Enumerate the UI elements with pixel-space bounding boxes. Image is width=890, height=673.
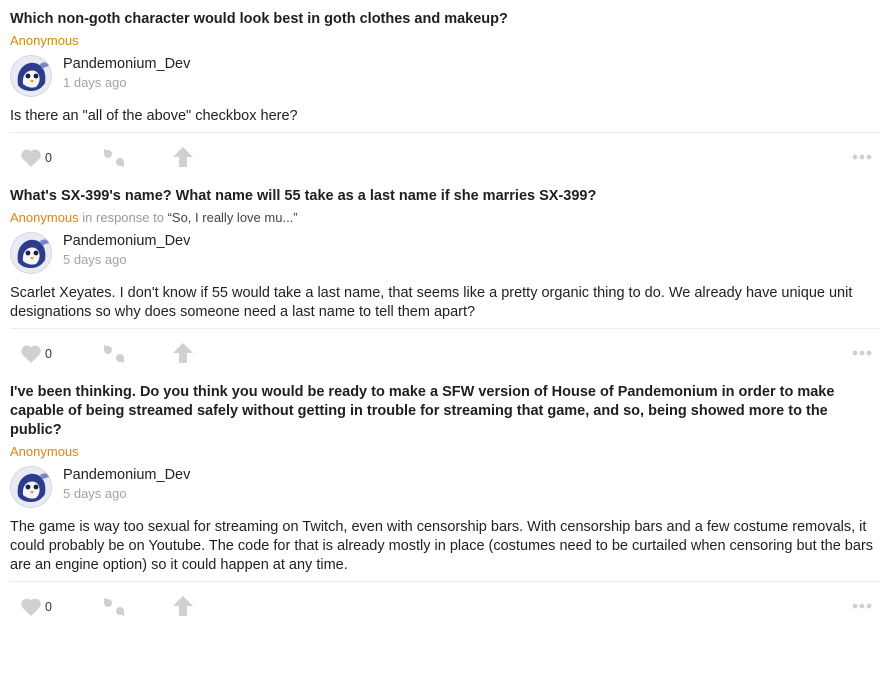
avatar[interactable] [10,232,52,274]
post [10,177,880,373]
arrow-up-icon[interactable] [172,342,194,364]
asker-name[interactable]: Anonymous [10,444,79,459]
more-dots-icon[interactable] [852,149,872,165]
answerer-row [10,230,880,272]
heart-icon[interactable] [20,597,44,617]
answerer-name[interactable]: Pandemonium_Dev [63,467,191,483]
heart-icon[interactable] [20,148,44,168]
answer-text: The game is way too sexual for streaming on Twitch, even with censorship bars. With censorship bars and a few costume removals, it could probably be on Youtube. The code for that is already mostly in place (costumes need to be curtailed when censoring but the bars are an engine option) so it could happen at any time. [10,519,874,573]
answer-text: Is there an "all of the above" checkbox here? [10,108,298,124]
quote-icon[interactable] [102,342,126,366]
arrow-up-icon[interactable] [172,146,194,168]
action-bar [10,582,880,626]
question-text: Which non-goth character would look best in goth clothes and makeup? [10,11,508,27]
action-bar [10,133,880,177]
response-quote-link[interactable]: “So, I really love mu...” [167,210,298,225]
like-count: 0 [45,600,52,614]
answer-feed [10,0,880,626]
quote-icon[interactable] [102,595,126,619]
heart-icon[interactable] [20,344,44,364]
more-dots-icon[interactable] [852,598,872,614]
more-dots-icon[interactable] [852,345,872,361]
arrow-up-icon[interactable] [172,595,194,617]
quote-icon[interactable] [102,146,126,170]
answer-timestamp: 5 days ago [63,252,127,267]
question-meta [10,209,880,226]
avatar[interactable] [10,466,52,508]
avatar[interactable] [10,55,52,97]
post [10,0,880,177]
asker-name[interactable]: Anonymous [10,210,79,225]
like-count: 0 [45,347,52,361]
like-count: 0 [45,151,52,165]
question-text: What's SX-399's name? What name will 55 take as a last name if she marries SX-399? [10,188,597,204]
answerer-row [10,464,880,506]
answer-timestamp: 5 days ago [63,486,127,501]
in-response-label: in response to [82,210,164,225]
post [10,373,880,626]
answerer-name[interactable]: Pandemonium_Dev [63,233,191,249]
answerer-name[interactable]: Pandemonium_Dev [63,56,191,72]
answerer-row [10,53,880,95]
answer-text: Scarlet Xeyates. I don't know if 55 would take a last name, that seems like a pretty organic thing to do. We already have unique unit designations so why does someone need a last name to tell them apart? [10,285,853,320]
question-meta [10,32,880,49]
question-meta [10,443,880,460]
answer-timestamp: 1 days ago [63,75,127,90]
question-text: I've been thinking. Do you think you would be ready to make a SFW version of House of Pandemonium in order to make capable of being streamed safely without getting in trouble for streaming that game, and so, being showed more to the public? [10,384,835,438]
action-bar [10,329,880,373]
asker-name[interactable]: Anonymous [10,33,79,48]
